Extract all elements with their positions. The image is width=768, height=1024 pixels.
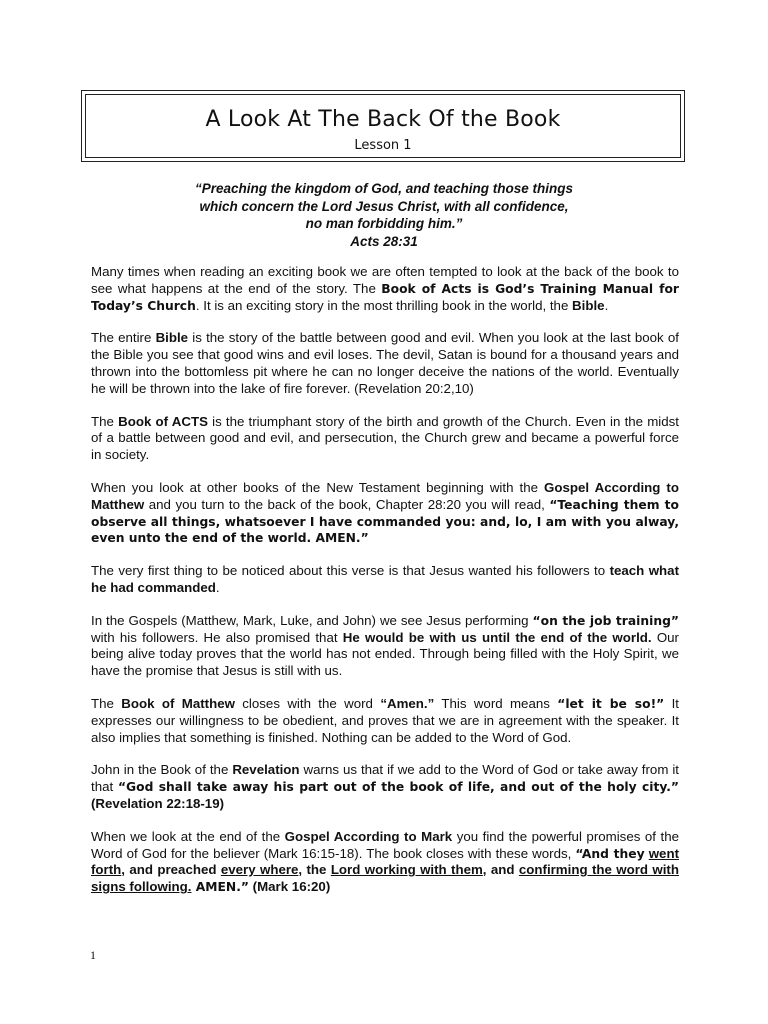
text: . [604, 297, 609, 313]
text: When we look at the end of the [91, 828, 285, 844]
paragraph-3 [91, 414, 679, 464]
emphasis: “on the job training” [532, 613, 679, 628]
emphasis: Book of Matthew [121, 695, 235, 711]
paragraph-4 [91, 480, 679, 547]
text: Many times when reading an exciting book we are often tempted to look at the back of the book to see what happens at the end of the story. The [91, 264, 679, 296]
underlined-emphasis: Lord working with them [330, 862, 483, 878]
emphasis: “let it be so!” [557, 696, 665, 711]
quote-line-3: no man forbidding him.” [305, 216, 463, 231]
emphasis: Gospel According to Mark [284, 828, 453, 844]
text: . It is an exciting story in the most thrilling book in the world, the [195, 297, 573, 313]
text: warns us that if we add to the Word of God or take away from it that [91, 762, 679, 795]
text: Our being alive today proves that the world has not ended. Through being filled with the Holy Spirit, we have the promise that Jesus is still with us. [91, 629, 679, 679]
text: The [91, 413, 119, 429]
paragraph-2 [91, 330, 679, 397]
emphasis: Gospel According to Matthew [91, 479, 679, 512]
quote-line-1: “Preaching the kingdom of God, and teaching those things [194, 181, 574, 196]
scripture-quote [100, 180, 668, 250]
text: The entire [91, 330, 156, 346]
paragraph-1 [91, 264, 679, 314]
text: When you look at other books of the New Testament beginning with the [91, 479, 545, 495]
emphasis: , and preached [121, 862, 221, 878]
emphasis: Book of Acts is God’s Training Manual for Today’s Church [91, 281, 680, 313]
text: . [215, 579, 220, 595]
page-number: 1 [90, 948, 96, 962]
text: It expresses our willingness to be obedient, and proves that we are in agreement with the speaker. It also implies that something is finished. Nothing can be added to the Word of God. [91, 695, 679, 745]
title-box [81, 90, 685, 162]
emphasis: Book of ACTS [118, 413, 208, 429]
scripture-reference: (Revelation 22:18-19) [91, 795, 225, 811]
text: The [91, 695, 122, 711]
text: The very first thing to be noticed about this verse is that Jesus wanted his followers to [91, 563, 610, 579]
paragraph-8 [91, 762, 679, 812]
page-title: A Look At The Back Of the Book [205, 107, 561, 132]
text: and you turn to the back of the book, Chapter 28:20 you will read, [144, 496, 550, 512]
scripture-emphasis: AMEN.” [191, 880, 249, 895]
emphasis: , and [482, 862, 519, 878]
quote-reference: Acts 28:31 [350, 233, 418, 249]
text: In the Gospels (Matthew, Mark, Luke, and John) we see Jesus performing [91, 612, 533, 628]
emphasis: Bible [572, 297, 605, 313]
underlined-emphasis: went forth [91, 845, 679, 878]
text: you find the powerful promises of the Word of God for the believer (Mark 16:15-18). The book closes with these words, [91, 828, 679, 861]
title-inner-border [85, 94, 681, 158]
scripture-emphasis: “And they [575, 846, 645, 861]
emphasis: He would be with us until the end of the world. [342, 629, 652, 645]
quote-line-2: which concern the Lord Jesus Christ, with all confidence, [199, 198, 569, 214]
emphasis: , the [298, 862, 331, 878]
emphasis: teach what he had commanded [91, 563, 680, 595]
text: closes with the word [234, 695, 381, 711]
text: is the story of the battle between good and evil. When you look at the last book of the Bible you see that good wins and evil loses. The devil, Satan is bound for a thousand years and thrown into the bottomless pit where he can no longer deceive the nations of the world. Eventually he will be thrown into the lake of fire forever. (Revelation 20:2,10) [91, 330, 679, 396]
scripture-reference: (Mark 16:20) [248, 879, 331, 895]
lesson-label: Lesson 1 [354, 138, 412, 153]
paragraph-9 [91, 829, 679, 896]
underlined-emphasis: every where [220, 862, 299, 878]
body-content [91, 264, 679, 912]
emphasis: Bible [155, 330, 189, 346]
paragraph-7 [91, 696, 679, 746]
text: is the triumphant story of the birth and growth of the Church. Even in the midst of a battle between good and evil, and persecution, the Church grew and became a powerful force in society. [91, 413, 679, 463]
scripture-emphasis: “God shall take away his part out of the book of life, and out of the holy city.” [117, 780, 679, 795]
emphasis: Revelation [232, 762, 300, 778]
emphasis: “Amen.” [380, 695, 435, 711]
paragraph-6 [91, 613, 679, 680]
underlined-emphasis: confirming the word with signs following. [91, 862, 679, 895]
text: This word means [434, 695, 558, 711]
text: with his followers. He also promised that [91, 629, 343, 645]
text: John in the Book of the [91, 762, 233, 778]
scripture-emphasis: “Teaching them to observe all things, whatsoever I have commanded you: and, lo, I am with you alway, even unto the end of the world. AMEN.” [91, 497, 679, 546]
paragraph-5 [91, 563, 679, 597]
